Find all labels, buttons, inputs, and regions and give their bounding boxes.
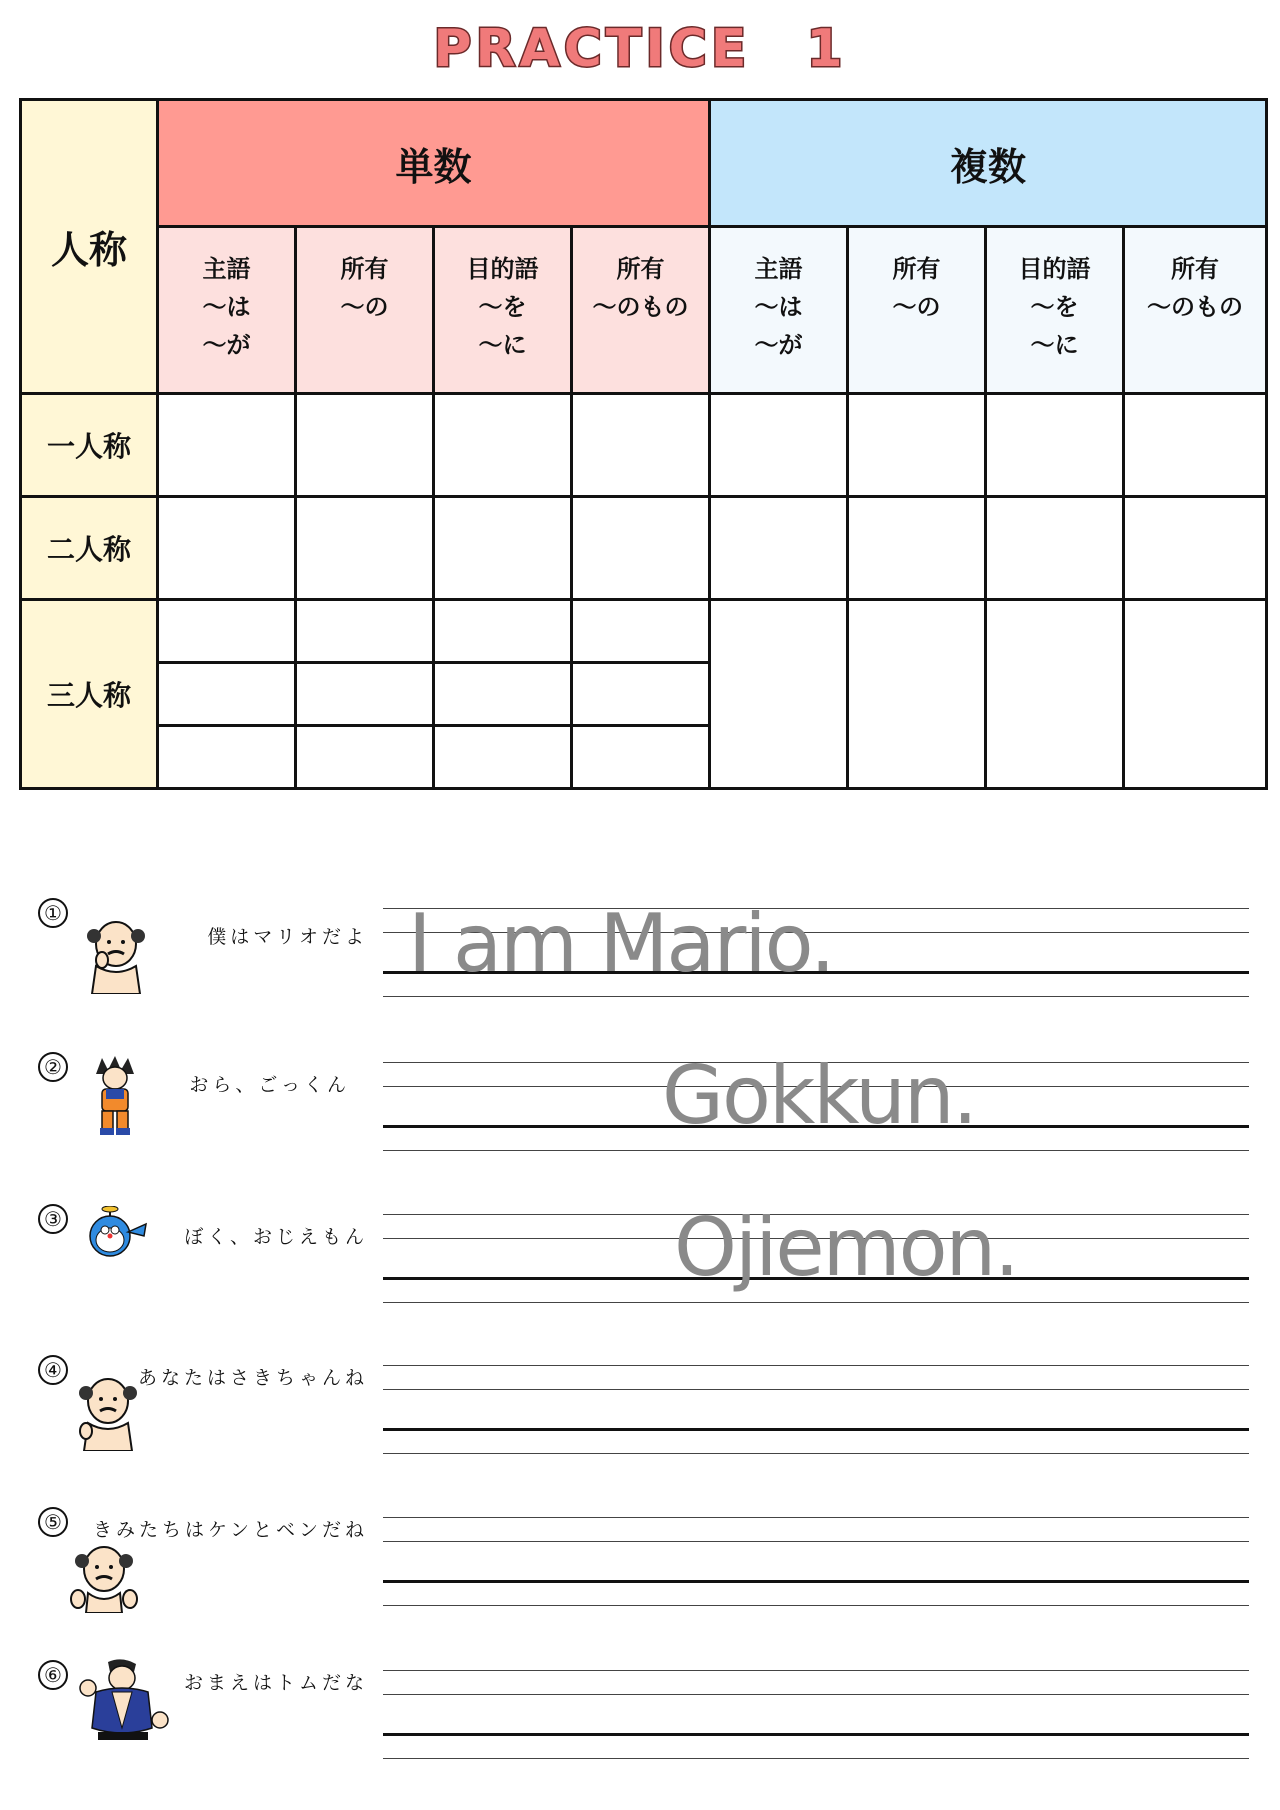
exercise-number: ⑤ [38, 1507, 68, 1537]
subhead-possessive: 所有 ～の [296, 227, 434, 394]
writing-lines[interactable] [383, 1670, 1249, 1762]
answer-cell[interactable] [434, 600, 572, 663]
plural-header: 複数 [710, 100, 1267, 227]
exercise-number: ⑥ [38, 1660, 68, 1690]
answer-cell[interactable] [296, 497, 434, 600]
exercise-japanese: おまえはトムだな [183, 1672, 368, 1694]
subhead-possessive-plural: 所有 ～の [848, 227, 986, 394]
subhead-object-plural: 目的語 ～を ～に [986, 227, 1124, 394]
answer-cell[interactable] [158, 394, 296, 497]
writing-lines[interactable] [383, 1365, 1249, 1457]
exercise-number: ③ [38, 1204, 68, 1234]
answer-cell[interactable] [296, 394, 434, 497]
exercise-2 [0, 1049, 1280, 1202]
pronoun-table [19, 98, 1268, 790]
answer-cell[interactable] [986, 394, 1124, 497]
exercise-3 [0, 1201, 1280, 1354]
answer-cell[interactable] [710, 394, 848, 497]
page-title: PRACTICE 1 [433, 19, 847, 79]
exercise-6 [0, 1660, 1280, 1810]
subhead-subject: 主語 ～は ～が [158, 227, 296, 394]
subhead-object: 目的語 ～を ～に [434, 227, 572, 394]
row-first-person: 一人称 [21, 394, 158, 497]
exercise-1 [0, 898, 1280, 1048]
answer-cell[interactable] [158, 726, 296, 789]
answer-cell[interactable] [572, 600, 710, 663]
answer-cell[interactable] [710, 497, 848, 600]
subhead-subject-plural: 主語 ～は ～が [710, 227, 848, 394]
writing-lines[interactable] [383, 1517, 1249, 1609]
answer-cell[interactable] [986, 600, 1124, 789]
subhead-possessive-pronoun-plural: 所有 ～のもの [1124, 227, 1267, 394]
exercise-number: ① [38, 898, 68, 928]
answer-cell[interactable] [158, 497, 296, 600]
exercise-japanese: あなたはさきちゃんね [137, 1367, 368, 1389]
answer-cell[interactable] [158, 600, 296, 663]
exercise-5 [0, 1507, 1280, 1657]
answer-cell[interactable] [848, 497, 986, 600]
answer-cell[interactable] [572, 663, 710, 726]
singular-header: 単数 [158, 100, 710, 227]
exercise-japanese: 僕はマリオだよ [207, 926, 368, 948]
answer-cell[interactable] [434, 663, 572, 726]
trace-text: Ojiemon. [674, 1201, 1018, 1294]
trace-text: Gokkun. [662, 1049, 976, 1142]
answer-cell[interactable] [848, 394, 986, 497]
answer-cell[interactable] [158, 663, 296, 726]
answer-cell[interactable] [1124, 600, 1267, 789]
answer-cell[interactable] [1124, 497, 1267, 600]
trace-text: I am Mario. [408, 897, 834, 990]
answer-cell[interactable] [710, 600, 848, 789]
answer-cell[interactable] [572, 394, 710, 497]
exercise-japanese: おら、ごっくん [189, 1074, 350, 1096]
answer-cell[interactable] [434, 394, 572, 497]
exercise-japanese: ぼく、おじえもん [184, 1226, 368, 1248]
answer-cell[interactable] [296, 600, 434, 663]
answer-cell[interactable] [848, 600, 986, 789]
answer-cell[interactable] [572, 497, 710, 600]
exercise-japanese: きみたちはケンとベンだね [92, 1519, 368, 1541]
answer-cell[interactable] [434, 726, 572, 789]
old-man-both-hands-icon [68, 1541, 140, 1613]
row-third-person: 三人称 [21, 600, 158, 789]
answer-cell[interactable] [572, 726, 710, 789]
row-second-person: 二人称 [21, 497, 158, 600]
answer-cell[interactable] [296, 726, 434, 789]
exercise-4 [0, 1355, 1280, 1505]
answer-cell[interactable] [986, 497, 1124, 600]
answer-cell[interactable] [1124, 394, 1267, 497]
exercise-number: ② [38, 1052, 68, 1082]
answer-cell[interactable] [434, 497, 572, 600]
person-header: 人称 [21, 100, 158, 394]
subhead-possessive-pronoun: 所有 ～のもの [572, 227, 710, 394]
exercise-number: ④ [38, 1355, 68, 1385]
answer-cell[interactable] [296, 663, 434, 726]
